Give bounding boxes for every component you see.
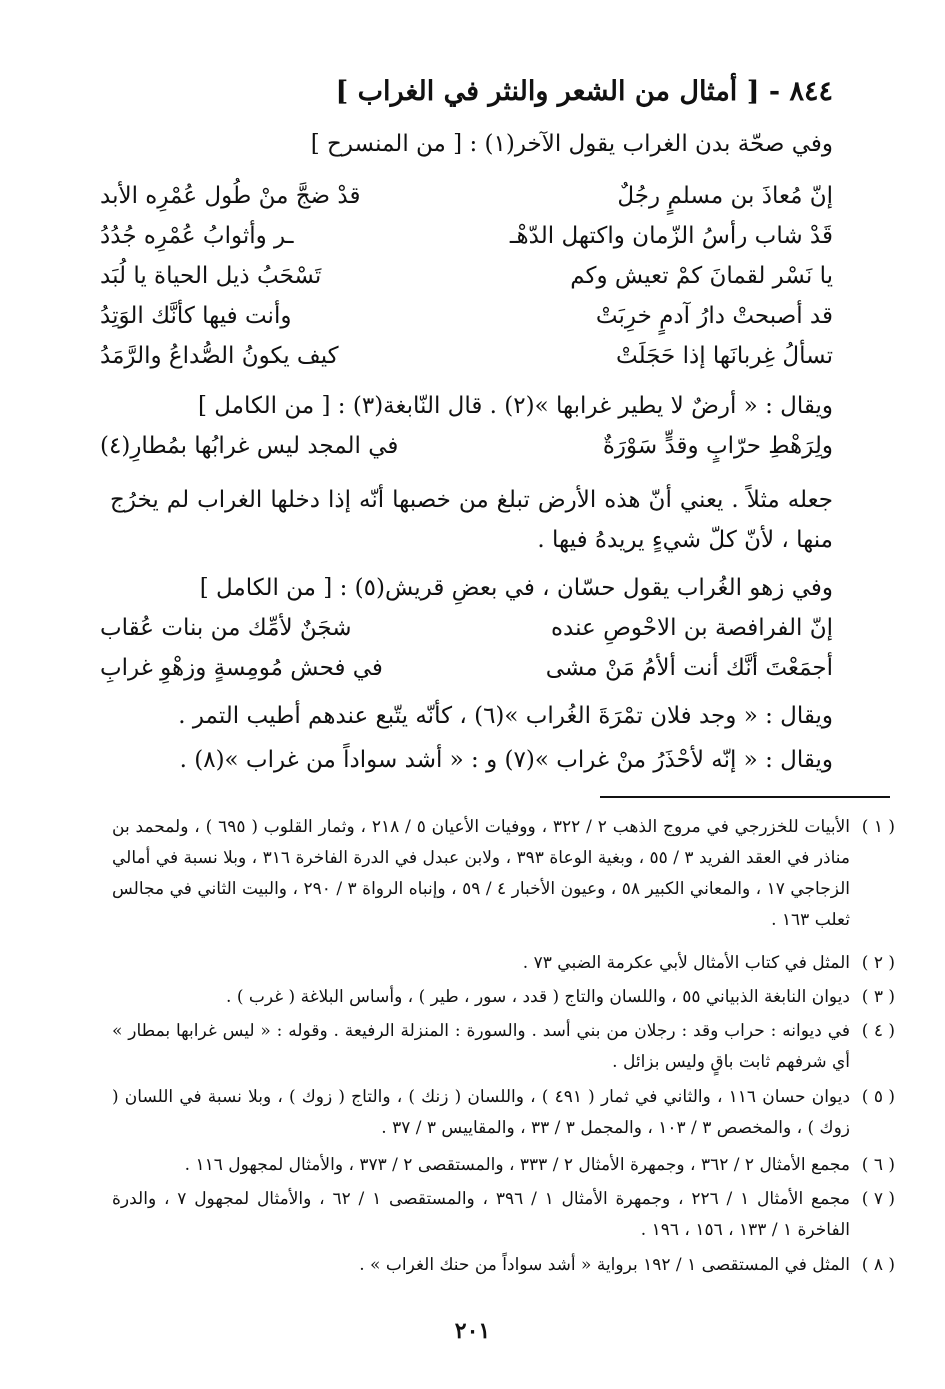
poem-3-verse-2 xyxy=(100,648,833,688)
footnote-number: ( ٨ ) xyxy=(861,1255,895,1275)
footnote-number: ( ٧ ) xyxy=(861,1189,895,1209)
hemistich-first: تسألُ غِربانَها إذا حَجَلَتْ xyxy=(616,343,833,369)
hemistich-first: قَدْ شاب رأسُ الزّمان واكتهل الدّهْـ xyxy=(509,223,833,249)
hemistich-second: في المجد ليس غرابُها بمُطارِ(٤) xyxy=(100,433,399,459)
hemistich-second: قدْ ضجَّ منْ طُول عُمْرِه الأبد xyxy=(100,183,361,209)
footnote-number: ( ٣ ) xyxy=(861,987,895,1007)
hemistich-first: قد أصبحتْ دارُ آدمٍ خرِبَتْ xyxy=(595,303,833,329)
intro-line-1: وفي صحّة بدن الغراب يقول الآخر(١) : [ من المنسرح ] xyxy=(310,131,833,157)
footnote-text: الأبيات للخزرجي في مروج الذهب ٢ / ٣٢٢ ، ووفيات الأعيان ٥ / ٢١٨ ، وثمار القلوب ( ٦٩٥ ) ، ولمحمد بن مناذر في العقد الفريد ٣ / ٥٥ ، وبغية الوعاة ٣٩٣ ، ولابن عبدل في الدرة الفاخرة ٣١٦ ، وبلا نسبة في أمالي الزجاجي ١٧ ، والمعاني الكبير ٥٨ ، وعيون الأخبار ٤ / ٥٩ ، وإنباه الرواة ٣ / ٢٩٠ ، والبيت الثاني في مجالس ثعلب ١٦٣ . xyxy=(112,817,851,930)
intro-line-2: ويقال : « أرضٌ لا يطير غرابها »(٢) . قال النّابغة(٣) : [ من الكامل ] xyxy=(197,393,833,419)
footnote-number: ( ٢ ) xyxy=(861,953,895,973)
footnote-text: مجمع الأمثال ٢ / ٣٦٢ ، وجمهرة الأمثال ٢ / ٣٣٣ ، والمستقصى ٢ / ٣٧٣ ، والأمثال لمجهول ١١٦ . xyxy=(184,1155,850,1175)
poem-1-verse-4 xyxy=(100,296,833,336)
hemistich-second: تَسْحَبُ ذيل الحياة يا لُبَد xyxy=(100,263,322,289)
intro-line-3: وفي زهو الغُراب يقول حسّان ، في بعضِ قريش(٥) : [ من الكامل ] xyxy=(199,575,833,601)
footnote-number: ( ١ ) xyxy=(861,817,895,837)
footnote-4 xyxy=(112,1016,895,1078)
hemistich-second: ـر وأثوابُ عُمْرِه جُدُدُ xyxy=(100,223,294,249)
proverb-line-1: ويقال : « وجد فلان تمْرَةَ الغُراب »(٦) ، كأنّه يتّبع عندهم أطيب التمر . xyxy=(178,703,833,729)
footnote-text: ديوان حسان ١١٦ ، والثاني في ثمار ( ٤٩١ ) ، واللسان ( زنك ) ، والتاج ( زوك ) ، وبلا نسبة في اللسان ( زوك ) ، والمخصص ٣ / ١٠٣ ، والمجمل ٣ / ٣٣ ، والمقاييس ٣ / ٣٧ . xyxy=(112,1087,851,1138)
poem-1-verse-3 xyxy=(100,256,833,296)
explanation-paragraph: جعله مثلاً . يعني أنّ هذه الأرض تبلغ من خصبها أنّه إذا دخلها الغراب لم يخرُج منها ، لأنّ كلّ شيءٍ يريدهُ فيها . xyxy=(110,487,833,553)
poem-1-verse-2 xyxy=(100,216,833,256)
hemistich-first: ولِرَهْطِ حرّابٍ وقدٍّ سَوْرَةٌ xyxy=(602,433,833,459)
footnote-text: مجمع الأمثال ١ / ٢٢٦ ، وجمهرة الأمثال ١ / ٣٩٦ ، والمستقصى ١ / ٦٢ ، والأمثال لمجهول ٧ ، والدرة الفاخرة ١ / ١٣٣ ، ١٥٦ ، ١٩٦ . xyxy=(112,1189,850,1240)
poem-2-verse-1 xyxy=(100,426,833,466)
footnote-text: ديوان النابغة الذبياني ٥٥ ، واللسان والتاج ( قدد ، سور ، طير ) ، وأساس البلاغة ( غرب ) . xyxy=(226,987,850,1007)
hemistich-first: إنّ الفرافصة بن الاحْوصِ عنده xyxy=(550,615,833,641)
footnote-1 xyxy=(112,812,895,936)
poem-1-verse-5 xyxy=(100,336,833,376)
footnote-divider xyxy=(600,796,890,798)
section-heading: ٨٤٤ - [ أمثال من الشعر والنثر في الغراب ] xyxy=(335,76,833,107)
footnote-5 xyxy=(112,1082,895,1144)
hemistich-first: أجمَعْتَ أنَّك أنت ألأمُ مَنْ مشى xyxy=(545,655,833,681)
hemistich-second: وأنت فيها كأنَّك الوَتِدُ xyxy=(100,303,292,329)
hemistich-second: شجَنٌ لأمِّك من بنات عُقاب xyxy=(100,615,352,641)
footnote-text: في ديوانه : حراب وقد : رجلان من بني أسد . والسورة : المنزلة الرفيعة . وقوله : « ليس غرابها بمطار » أي شرفهم ثابت باقٍ وليس بزائل . xyxy=(112,1021,850,1072)
footnote-7 xyxy=(112,1184,895,1246)
footnote-8 xyxy=(112,1250,895,1281)
footnote-text: المثل في كتاب الأمثال لأبي عكرمة الضبي ٧٣ . xyxy=(522,953,850,973)
poem-1-verse-1 xyxy=(100,176,833,216)
hemistich-first: إنّ مُعاذَ بن مسلمٍ رجُلٌ xyxy=(617,183,833,209)
proverb-line-2: ويقال : « إنّه لأحْذَرُ منْ غراب »(٧) و : « أشد سواداً من غراب »(٨) . xyxy=(179,747,833,773)
poem-3-verse-1 xyxy=(100,608,833,648)
hemistich-first: يا نَسْر لقمانَ كمْ تعيش وكم xyxy=(570,263,833,289)
hemistich-second: كيف يكونُ الصُّداعُ والرَّمَدُ xyxy=(100,343,339,369)
footnote-text: المثل في المستقصى ١ / ١٩٢ برواية « أشد سواداً من حنك الغراب » . xyxy=(359,1255,850,1275)
page-number: ٢٠١ xyxy=(454,1318,491,1344)
footnote-6 xyxy=(112,1150,895,1181)
footnote-number: ( ٦ ) xyxy=(861,1155,895,1175)
footnote-number: ( ٤ ) xyxy=(861,1021,895,1041)
footnote-number: ( ٥ ) xyxy=(861,1087,895,1107)
footnote-2 xyxy=(112,948,895,979)
footnote-3 xyxy=(112,982,895,1013)
hemistich-second: في فحش مُومِسةٍ وزهْوِ غرابِ xyxy=(100,655,383,681)
